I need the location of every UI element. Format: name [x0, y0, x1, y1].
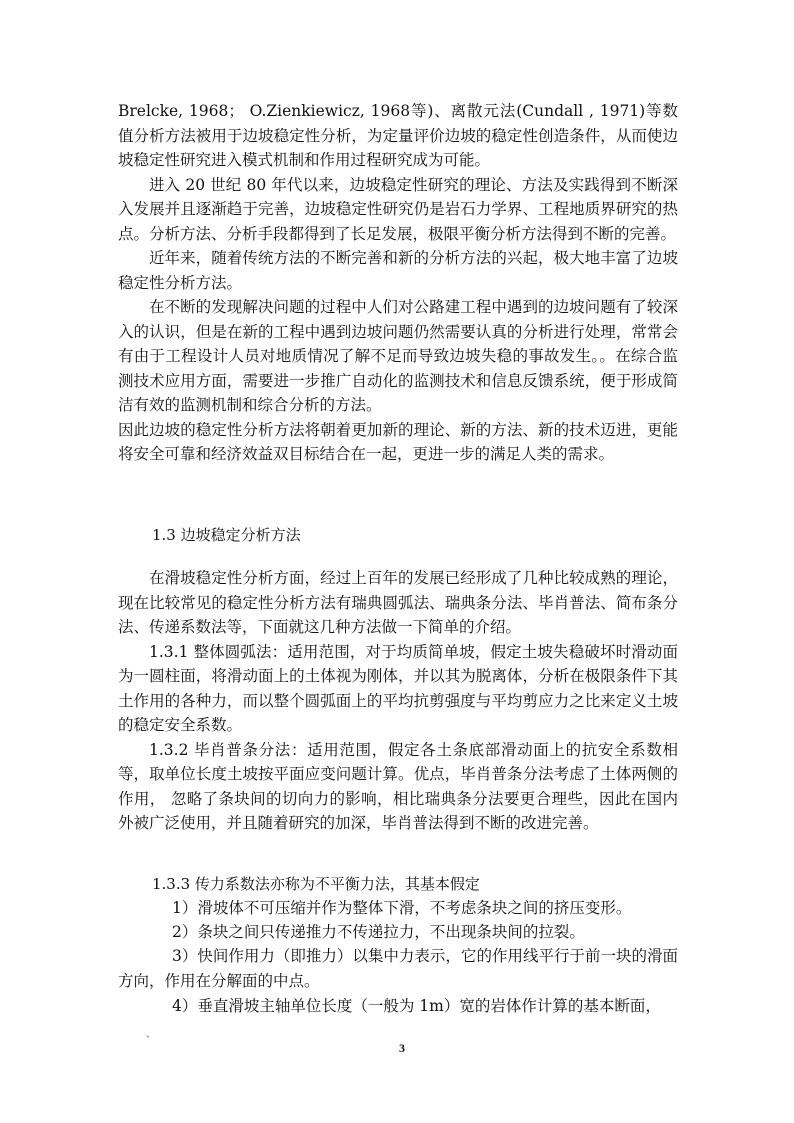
footer-mark: `: [146, 1033, 150, 1047]
assumption-item-1: 1）滑坡体不可压缩并作为整体下滑，不考虑条块之间的挤压变形。: [172, 899, 632, 917]
paragraph-group-2: [118, 566, 678, 836]
paragraph-problem-solving: 在不断的发现解决问题的过程中人们对公路建工程中遇到的边坡问题有了较深入的认识，但是在新的工程中遇到边坡问题仍然需要认真的分析进行处理，常常会有由于工程设计人员对地质情况了解不足而导致边坡失稳的事故发生。。在综合监测技术应用方面，需要进一步推广自动化的监测技术和信息反馈系统，便于形成简洁有效的监测机制和综合分析的方法。: [118, 298, 678, 414]
paragraph-1980s-development: 进入 20 世纪 80 年代以来，边坡稳定性研究的理论、方法及实践得到不断深入发展并且逐渐趋于完善，边坡稳定性研究仍是岩石力学界、工程地质界研究的热点。分析方法、分析手段都得到了长足发展，极限平衡分析方法得到不断的完善。: [118, 175, 678, 243]
assumption-item-4: 4）垂直滑坡主轴单位长度（一般为 1m）宽的岩体作计算的基本断面，: [172, 997, 661, 1015]
section-heading: 1.3 边坡稳定分析方法: [152, 526, 301, 544]
paragraph-recent-years: 近年来，随着传统方法的不断完善和新的分析方法的兴起，极大地丰富了边坡稳定性分析方法。: [118, 249, 678, 292]
assumption-item-3: 3）快间作用力（即推力）以集中力表示，它的作用线平行于前一块的滑面方向，作用在分解面的中点。: [118, 947, 678, 990]
paragraph-conclusion: 因此边坡的稳定性分析方法将朝着更加新的理论、新的方法、新的技术迈进，更能将安全可靠和经济效益双目标结合在一起，更进一步的满足人类的需求。: [118, 420, 678, 463]
page-number: 3: [399, 1041, 405, 1055]
paragraph-method-circular-arc: 1.3.1 整体圆弧法：适用范围，对于均质简单坡，假定土坡失稳破坏时滑动面为一圆柱面，将滑动面上的土体视为刚体，并以其为脱离体，分析在极限条件下其土作用的各种力，而以整个圆弧面上的平均抗剪强度与平均剪应力之比来定义土坡的稳定安全系数。: [118, 642, 678, 734]
assumption-item-2: 2）条块之间只传递推力不传递拉力，不出现条块间的拉裂。: [172, 923, 585, 941]
subsection-transfer-coefficient: 1.3.3 传力系数法亦称为不平衡力法，其基本假定: [152, 875, 480, 893]
paragraph-section-intro: 在滑坡稳定性分析方面，经过上百年的发展已经形成了几种比较成熟的理论，现在比较常见的稳定性分析方法有瑞典圆弧法、瑞典条分法、毕肖普法、简布条分法、传递系数法等，下面就这几种方法做一下简单的介绍。: [118, 569, 678, 636]
paragraph-numerical-methods: Brelcke, 1968； O.Zienkiewicz, 1968等)、离散元法(Cundall , 1971)等数值分析方法被用于边坡稳定性分析，为定量评价边坡的稳定性创造条件，从而使边坡稳定性研究进入模式机制和作用过程研究成为可能。: [118, 102, 678, 169]
paragraph-method-bishop: 1.3.2 毕肖普条分法：适用范围，假定各土条底部滑动面上的抗安全系数相等，取单位长度土坡按平面应变问题计算。优点，毕肖普条分法考虑了土体两侧的作用， 忽略了条块间的切向力的影响，相比瑞典条分法要更合理些，因此在国内外被广泛使用，并且随着研究的加深，毕肖普法得到不断的改进完善。: [118, 740, 678, 832]
paragraph-group-1: [118, 99, 678, 467]
